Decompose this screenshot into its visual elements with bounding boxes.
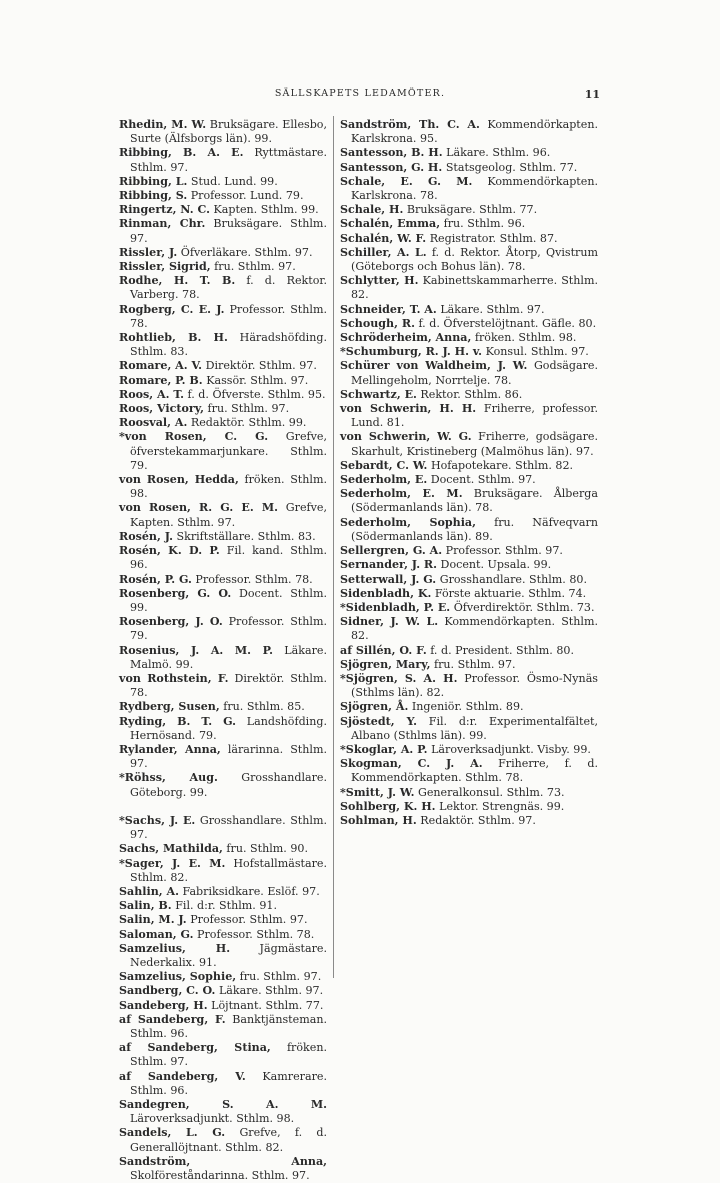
member-detail: Bruksägare. Sthlm. 77. <box>406 203 538 217</box>
member-entry <box>119 146 327 174</box>
member-name: von Rosen, R. G. E. M. <box>119 501 278 515</box>
member-name: Schalén, W. F. <box>340 231 427 245</box>
member-detail: Docent. Sthlm. 99. <box>130 586 327 614</box>
member-entry <box>119 899 327 913</box>
member-detail: Grefve, öfverstekammarjunkare. Sthlm. 79. <box>130 430 327 472</box>
member-entry <box>119 999 327 1013</box>
member-entry <box>340 161 598 175</box>
member-name: Roos, Victory, <box>119 402 204 416</box>
member-entry <box>340 146 598 160</box>
member-detail: fru. Sthlm. 96. <box>443 217 526 231</box>
member-name: Ribbing, L. <box>119 174 188 188</box>
member-name: Ribbing, S. <box>119 189 188 203</box>
member-detail: fru. Sthlm. 97. <box>207 402 290 416</box>
member-entry <box>119 942 327 970</box>
member-entry <box>340 246 598 274</box>
member-detail: f. d. Rektor. Åtorp, Qvistrum (Göteborgs och Bohus län). 78. <box>351 245 598 274</box>
member-entry <box>119 260 327 274</box>
column-divider <box>333 116 334 978</box>
member-detail: Grefve, Kapten. Sthlm. 97. <box>130 501 327 529</box>
member-entry <box>119 544 327 572</box>
member-detail: Kapten. Sthlm. 99. <box>213 203 319 217</box>
member-entry <box>340 118 598 146</box>
member-name: Schale, E. G. M. <box>340 174 473 188</box>
member-detail: Godsägare. Mellingeholm, Norrtelje. 78. <box>351 359 598 387</box>
member-entry <box>119 743 327 771</box>
member-name: Rosén, P. G. <box>119 572 192 586</box>
member-detail: Docent. Upsala. 99. <box>440 558 552 572</box>
member-name: Saloman, G. <box>119 927 194 941</box>
member-detail: fru. Sthlm. 85. <box>223 700 305 714</box>
running-title: SÄLLSKAPETS LEDAMÖTER. <box>274 88 446 99</box>
page-header <box>120 88 600 104</box>
member-entry <box>119 885 327 899</box>
member-entry <box>119 1041 327 1069</box>
member-detail: Kabinettskammarherre. Sthlm. 82. <box>351 274 599 302</box>
member-entry <box>340 473 598 487</box>
member-detail: Hofapotekare. Sthlm. 82. <box>430 458 574 472</box>
member-detail: Stud. Lund. 99. <box>190 174 278 188</box>
member-detail: fru. Näfveqvarn (Södermanlands län). 89. <box>351 515 598 543</box>
member-entry <box>119 1070 327 1098</box>
member-detail: fröken. Sthlm. 98. <box>130 473 327 501</box>
member-name: Rogberg, C. E. J. <box>119 302 225 316</box>
member-name: Sandeberg, H. <box>119 998 208 1012</box>
member-detail: Professor. Sthlm. 97. <box>445 544 563 558</box>
member-entry <box>119 842 327 856</box>
member-entry <box>119 814 327 842</box>
member-name: Rylander, Anna, <box>119 742 221 756</box>
member-name: Salin, B. <box>119 899 172 913</box>
member-name: Sandström, Th. C. A. <box>340 118 480 131</box>
member-entry <box>340 544 598 558</box>
member-name: Schale, H. <box>340 203 404 217</box>
member-name: Samzelius, Sophie, <box>119 970 237 984</box>
member-detail: Förste aktuarie. Sthlm. 74. <box>434 586 587 600</box>
member-entry <box>340 587 598 601</box>
member-detail: Professor. Lund. 79. <box>190 189 304 203</box>
member-entry <box>119 928 327 942</box>
member-name: Rhedin, M. W. <box>119 118 207 131</box>
member-name: Schwartz, E. <box>340 387 417 401</box>
member-name: Sederholm, E. <box>340 473 428 487</box>
member-name: Sjöstedt, Y. <box>340 714 418 728</box>
member-detail: Läkare. Sthlm. 97. <box>440 302 545 316</box>
member-entry <box>340 786 598 800</box>
member-entry <box>119 1126 327 1154</box>
member-entry <box>119 1013 327 1041</box>
member-detail: Kassör. Sthlm. 97. <box>206 373 309 387</box>
member-name: Sederholm, E. M. <box>340 487 463 501</box>
member-detail: Professor. Sthlm. 78. <box>197 927 315 941</box>
member-entry <box>340 317 598 331</box>
member-name: af Sandeberg, Stina, <box>119 1041 271 1055</box>
member-detail: f. d. Öfverste. Sthlm. 95. <box>187 387 326 401</box>
member-detail: Professor. Sthlm. 78. <box>130 302 327 330</box>
member-name: af Sillén, O. F. <box>340 643 427 657</box>
member-detail: Redaktör. Sthlm. 97. <box>420 813 536 827</box>
member-entry <box>119 359 327 373</box>
member-name: Sederholm, Sophia, <box>340 515 476 529</box>
member-detail: Bruksägare. Ellesbo, Surte (Älfsborgs län). 99. <box>130 118 328 146</box>
member-name: Rodhe, H. T. B. <box>119 274 236 288</box>
member-detail: Generalkonsul. Sthlm. 73. <box>417 785 565 799</box>
member-detail: Rektor. Sthlm. 86. <box>420 387 523 401</box>
member-name: Sohlberg, K. H. <box>340 799 436 813</box>
member-detail: Öfverläkare. Sthlm. 97. <box>180 245 313 259</box>
member-name: Schough, R. <box>340 316 415 330</box>
member-detail: Lektor. Strengnäs. 99. <box>439 799 565 813</box>
member-entry <box>340 388 598 402</box>
member-name: Romare, P. B. <box>119 373 203 387</box>
member-name: Sahlin, A. <box>119 884 179 898</box>
member-detail: Skolföreståndarinna. Sthlm. 97. <box>130 1169 310 1183</box>
member-entry <box>119 246 327 260</box>
member-entry <box>340 359 598 387</box>
member-name: af Sandeberg, F. <box>119 1012 226 1026</box>
member-name: *von Rosen, C. G. <box>119 430 269 444</box>
member-entry <box>119 331 327 359</box>
member-name: *Sachs, J. E. <box>119 813 196 827</box>
member-name: Rosenberg, J. O. <box>119 615 223 629</box>
member-detail: Kommendörkapten. Karlskrona. 95. <box>351 118 598 146</box>
member-detail: Jägmästare. Nederkalix. 91. <box>130 941 328 969</box>
member-entry <box>340 217 598 231</box>
member-entry <box>119 402 327 416</box>
member-entry <box>119 189 327 203</box>
member-entry <box>119 374 327 388</box>
member-detail: f. d. Rektor. Varberg. 78. <box>130 274 327 302</box>
member-detail: Ingeniör. Sthlm. 89. <box>411 700 524 714</box>
member-name: Sandström, Anna, <box>119 1154 327 1168</box>
member-name: *Sager, J. E. M. <box>119 856 226 870</box>
member-entry <box>119 970 327 984</box>
member-name: Sandberg, C. O. <box>119 984 216 998</box>
member-detail: Fabriksidkare. Eslöf. 97. <box>182 884 320 898</box>
member-entry <box>340 743 598 757</box>
member-entry <box>340 402 598 430</box>
member-detail: Professor. Sthlm. 79. <box>130 615 327 643</box>
member-entry <box>119 430 327 473</box>
page-number: 11 <box>584 88 600 101</box>
member-detail: Direktör. Sthlm. 97. <box>205 359 317 373</box>
member-name: Sandels, L. G. <box>119 1126 226 1140</box>
member-entry <box>119 771 327 799</box>
member-detail: fröken. Sthlm. 98. <box>474 331 577 345</box>
member-detail: Hofstallmästare. Sthlm. 82. <box>130 856 327 884</box>
member-detail: Fil. d:r. Sthlm. 91. <box>175 899 277 913</box>
member-name: Rosén, K. D. P. <box>119 544 220 558</box>
member-detail: Direktör. Sthlm. 78. <box>130 671 328 700</box>
member-name: Santesson, B. H. <box>340 146 443 160</box>
member-entry <box>119 416 327 430</box>
member-name: Sjögren, Å. <box>340 700 409 714</box>
member-detail: Fil. d:r. Experimentalfältet, Albano (Sthlms län). 99. <box>351 714 598 742</box>
member-entry <box>340 175 598 203</box>
member-entry <box>340 757 598 785</box>
member-detail: Friherre, f. d. Kommendörkapten. Sthlm. 78. <box>351 757 599 785</box>
member-name: Sidner, J. W. L. <box>340 615 439 629</box>
member-detail: Läkare. Sthlm. 96. <box>446 146 551 160</box>
member-entry <box>119 984 327 998</box>
member-name: *Sjögren, S. A. H. <box>340 671 458 685</box>
member-detail: Professor. Sthlm. 78. <box>195 572 313 586</box>
member-entry <box>340 430 598 458</box>
member-entry <box>119 530 327 544</box>
member-detail: Läkare. Malmö. 99. <box>130 643 327 671</box>
member-name: Schneider, T. A. <box>340 302 437 316</box>
member-detail: Ryttmästare. Sthlm. 97. <box>130 146 327 174</box>
member-detail: Öfverdirektör. Sthlm. 73. <box>453 600 595 614</box>
left-column <box>119 118 327 1183</box>
member-detail: fröken. Sthlm. 97. <box>130 1041 328 1069</box>
right-column <box>340 118 598 828</box>
member-detail: Häradshöfding. Sthlm. 83. <box>130 331 327 359</box>
member-detail: Läkare. Sthlm. 97. <box>218 984 324 998</box>
member-entry <box>119 175 327 189</box>
member-entry <box>119 715 327 743</box>
member-detail: fru. Sthlm. 97. <box>433 657 516 671</box>
member-detail: Fil. kand. Sthlm. 96. <box>130 544 328 572</box>
section-gap <box>119 800 327 814</box>
member-name: Sachs, Mathilda, <box>119 842 223 856</box>
member-entry <box>340 814 598 828</box>
member-entry <box>119 501 327 529</box>
member-entry <box>119 203 327 217</box>
member-detail: Registrator. Sthlm. 87. <box>429 231 558 245</box>
member-entry <box>119 644 327 672</box>
member-detail: Redaktör. Sthlm. 99. <box>190 416 307 430</box>
member-entry <box>340 203 598 217</box>
member-name: Sidenbladh, K. <box>340 586 432 600</box>
member-entry <box>119 473 327 501</box>
member-name: von Schwerin, H. H. <box>340 402 477 416</box>
member-detail: fru. Sthlm. 97. <box>214 260 296 274</box>
member-name: von Schwerin, W. G. <box>340 430 472 444</box>
member-name: von Rothstein, F. <box>119 671 229 685</box>
member-entry <box>340 303 598 317</box>
member-entry <box>119 615 327 643</box>
member-name: Schiller, A. L. <box>340 245 427 259</box>
member-detail: Kommendörkapten. Karlskrona. 78. <box>351 174 598 203</box>
member-detail: Grefve, f. d. Generallöjtnant. Sthlm. 82. <box>130 1126 327 1154</box>
member-detail: Skriftställare. Sthlm. 83. <box>176 529 316 543</box>
member-detail: Docent. Sthlm. 97. <box>430 473 536 487</box>
member-name: Rosén, J. <box>119 529 173 543</box>
member-entry <box>340 644 598 658</box>
member-name: Ryding, B. T. G. <box>119 714 237 728</box>
member-detail: Konsul. Sthlm. 97. <box>485 345 589 359</box>
member-name: Ribbing, B. A. E. <box>119 146 244 160</box>
member-entry <box>340 516 598 544</box>
member-name: Ringertz, N. C. <box>119 203 210 217</box>
member-name: *Röhss, Aug. <box>119 771 218 785</box>
member-entry <box>340 615 598 643</box>
member-detail: Läroverksadjunkt. Sthlm. 98. <box>130 1112 295 1126</box>
member-entry <box>119 587 327 615</box>
member-name: Skogman, C. J. A. <box>340 757 483 771</box>
member-name: Sellergren, G. A. <box>340 544 443 558</box>
member-name: Sohlman, H. <box>340 813 417 827</box>
member-entry <box>119 700 327 714</box>
member-entry <box>340 232 598 246</box>
member-name: Sebardt, C. W. <box>340 458 428 472</box>
member-detail: Bruksägare. Ålberga (Södermanlands län). 78. <box>351 487 598 515</box>
member-detail: Grosshandlare. Sthlm. 80. <box>439 572 587 586</box>
member-name: Schalén, Emma, <box>340 217 441 231</box>
member-name: von Rosen, Hedda, <box>119 473 239 487</box>
member-name: *Sidenbladh, P. E. <box>340 600 451 614</box>
member-entry <box>119 1155 327 1183</box>
member-name: Schröderheim, Anna, <box>340 331 472 345</box>
member-name: Romare, A. V. <box>119 359 203 373</box>
member-entry <box>340 715 598 743</box>
member-detail: Banktjänsteman. Sthlm. 96. <box>130 1012 327 1040</box>
member-detail: f. d. President. Sthlm. 80. <box>430 643 574 657</box>
member-name: Rydberg, Susen, <box>119 700 220 714</box>
member-entry <box>340 558 598 572</box>
member-entry <box>340 800 598 814</box>
member-name: Sjögren, Mary, <box>340 657 431 671</box>
member-detail: Grosshandlare. Göteborg. 99. <box>130 771 328 799</box>
member-name: *Schumburg, R. J. H. v. <box>340 345 483 359</box>
member-name: Rohtlieb, B. H. <box>119 331 228 345</box>
member-entry <box>340 345 598 359</box>
member-detail: Statsgeolog. Sthlm. 77. <box>445 160 578 174</box>
member-entry <box>119 913 327 927</box>
member-entry <box>340 487 598 515</box>
member-entry <box>119 303 327 331</box>
member-name: *Skoglar, A. P. <box>340 742 428 756</box>
member-entry <box>340 459 598 473</box>
member-detail: Friherre, professor. Lund. 81. <box>351 402 598 430</box>
member-detail: Friherre, godsägare. Skarhult, Kristineberg (Malmöhus län). 97. <box>351 430 598 458</box>
member-detail: lärarinna. Sthlm. 97. <box>130 742 328 771</box>
member-name: *Smitt, J. W. <box>340 785 415 799</box>
member-name: Roosval, A. <box>119 416 188 430</box>
member-detail: Landshöfding. Hernösand. 79. <box>130 714 327 742</box>
member-entry <box>340 274 598 302</box>
member-entry <box>340 700 598 714</box>
member-detail: fru. Sthlm. 90. <box>226 842 308 856</box>
member-name: Setterwall, J. G. <box>340 572 437 586</box>
member-name: Schürer von Waldheim, J. W. <box>340 359 528 373</box>
member-detail: Bruksägare. Sthlm. 97. <box>130 217 327 245</box>
member-entry <box>119 1098 327 1126</box>
member-name: Samzelius, H. <box>119 941 231 955</box>
member-name: af Sandeberg, V. <box>119 1069 246 1083</box>
member-name: Sernander, J. R. <box>340 558 438 572</box>
member-name: Salin, M. J. <box>119 913 187 927</box>
member-detail: Grosshandlare. Sthlm. 97. <box>130 813 327 842</box>
member-name: Sandegren, S. A. M. <box>119 1098 327 1111</box>
member-entry <box>340 573 598 587</box>
member-detail: Kamrerare. Sthlm. 96. <box>130 1069 327 1097</box>
member-entry <box>119 274 327 302</box>
member-entry <box>119 388 327 402</box>
member-name: Rissler, J. <box>119 245 178 259</box>
member-name: Santesson, G. H. <box>340 160 443 174</box>
member-detail: fru. Sthlm. 97. <box>239 970 322 984</box>
member-detail: Professor. Sthlm. 97. <box>190 913 308 927</box>
member-entry <box>119 573 327 587</box>
member-entry <box>119 857 327 885</box>
member-entry <box>340 658 598 672</box>
member-name: Rosenberg, G. O. <box>119 586 232 600</box>
member-name: Roos, A. T. <box>119 387 185 401</box>
member-entry <box>340 601 598 615</box>
member-entry <box>340 672 598 700</box>
member-entry <box>119 118 327 146</box>
member-detail: Läroverksadjunkt. Visby. 99. <box>431 742 591 756</box>
member-entry <box>340 331 598 345</box>
member-name: Rosenius, J. A. M. P. <box>119 643 274 657</box>
member-detail: Kommendörkapten. Sthlm. 82. <box>351 615 598 643</box>
member-entry <box>119 217 327 245</box>
member-entry <box>119 672 327 700</box>
member-name: Rinman, Chr. <box>119 217 206 231</box>
member-detail: f. d. Öfverstelöjtnant. Gäfle. 80. <box>418 316 597 330</box>
member-detail: Löjtnant. Sthlm. 77. <box>211 998 324 1012</box>
member-name: Schlytter, H. <box>340 274 419 288</box>
member-name: Rissler, Sigrid, <box>119 260 211 274</box>
member-detail: Professor. Ösmo-Nynäs (Sthlms län). 82. <box>351 671 599 700</box>
